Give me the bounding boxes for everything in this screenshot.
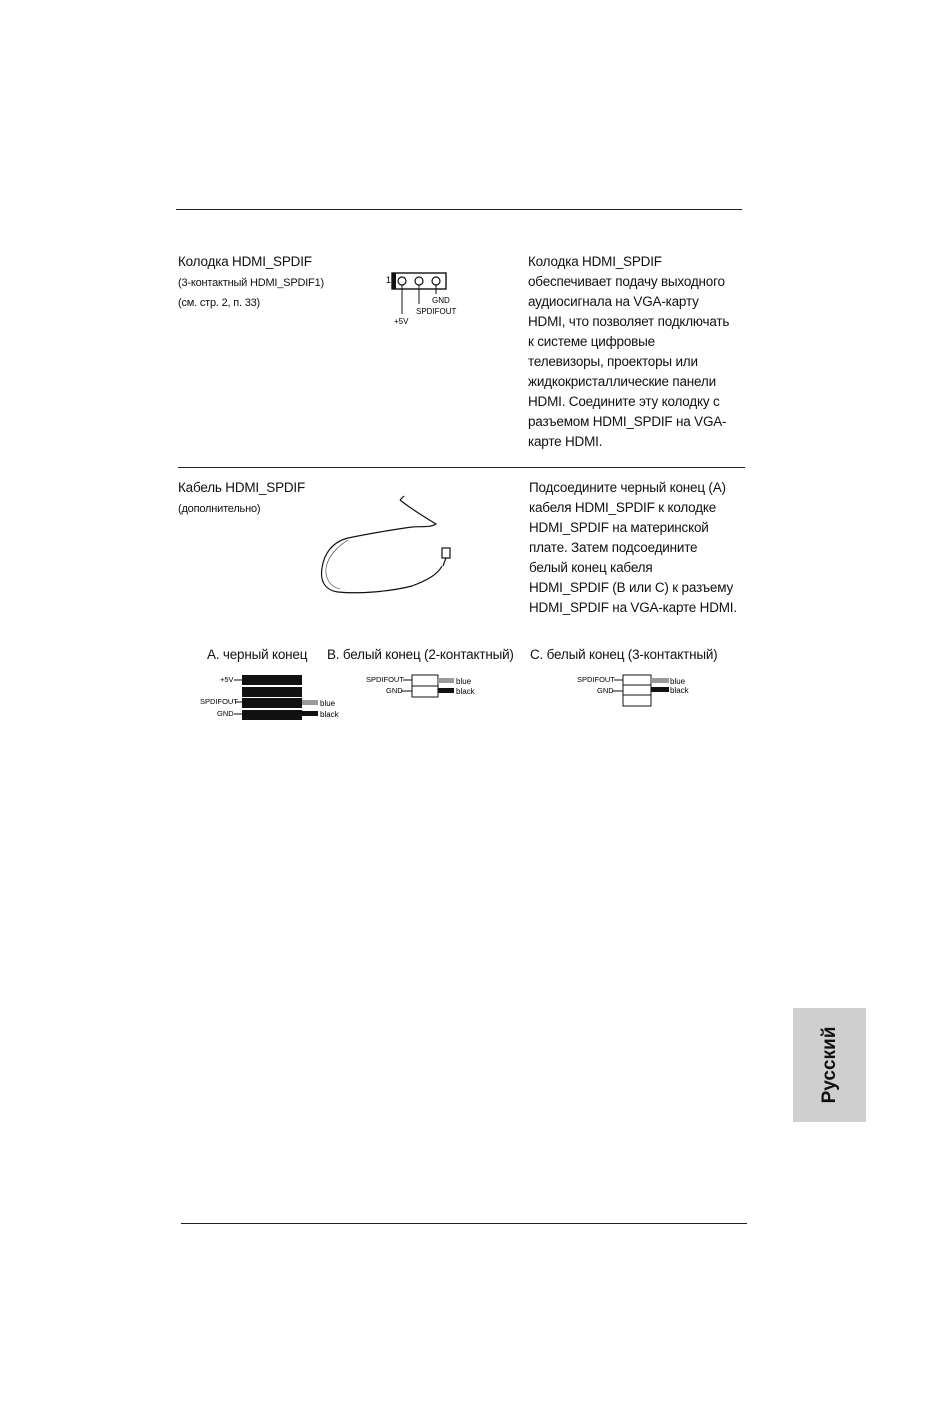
plus5v-label: +5V (394, 317, 409, 326)
connector-lead (443, 558, 446, 566)
section1-subtitle: (3-контактный HDMI_SPDIF1) (178, 277, 324, 289)
section2-subtitle: (дополнительно) (178, 503, 261, 515)
desc-line: HDMI_SPDIF (B или C) к разъему (529, 580, 734, 595)
pin1-marker (392, 273, 396, 289)
end-b-connector-diagram (366, 674, 486, 698)
desc-line: кабеля HDMI_SPDIF к колодке (529, 500, 717, 515)
cable-wire (322, 500, 442, 593)
pin1-label: 1 (386, 275, 392, 285)
desc-line: к системе цифровые (528, 334, 655, 349)
end-b-wire-black: black (456, 687, 475, 696)
desc-line: HDMI, что позволяет подключать (528, 314, 730, 329)
end-b-label: B. белый конец (2-контактный) (327, 647, 514, 662)
cable-wire-inner (326, 540, 348, 589)
end-b-black-wire (438, 688, 454, 693)
end-a-block-1 (242, 675, 302, 685)
end-a-pin-5v: +5V (220, 675, 234, 684)
end-c-pin-spdifout: SPDIFOUT (577, 675, 615, 684)
end-a-wire-blue: blue (320, 699, 336, 708)
top-rule (176, 209, 742, 210)
end-c-connector-diagram (577, 674, 697, 708)
desc-line: Колодка HDMI_SPDIF (528, 254, 662, 269)
desc-line: HDMI_SPDIF на материнской (529, 520, 709, 535)
language-side-tab (793, 1008, 866, 1122)
desc-line: HDMI. Соедините эту колодку с (528, 394, 720, 409)
end-c-label: C. белый конец (3-контактный) (530, 647, 718, 662)
desc-line: плате. Затем подсоедините (529, 540, 698, 555)
end-c-wire-black: black (670, 686, 689, 695)
desc-line: обеспечивает подачу выходного (528, 274, 725, 289)
end-c-housing (623, 675, 651, 706)
end-a-pin-gnd: GND (217, 709, 234, 718)
end-a-connector-diagram (196, 672, 346, 724)
end-c-wire-blue: blue (670, 677, 686, 686)
section2-title: Кабель HDMI_SPDIF (178, 480, 306, 495)
end-a-block-2 (242, 687, 302, 697)
section1-description (528, 252, 748, 452)
desc-line: телевизоры, проекторы или (528, 354, 698, 369)
end-a-label: A. черный конец (207, 647, 308, 662)
end-b-wire-blue: blue (456, 677, 472, 686)
section1-ref: (см. стр. 2, п. 33) (178, 297, 261, 309)
end-a-block-4 (242, 710, 302, 720)
end-a-pin-spdifout: SPDIFOUT (200, 697, 238, 706)
hdmi-spdif-header-diagram (384, 268, 464, 330)
bottom-rule (181, 1223, 747, 1224)
desc-line: карте HDMI. (528, 434, 603, 449)
spdif-cable-illustration (316, 494, 466, 604)
desc-line: HDMI_SPDIF на VGA-карте HDMI. (529, 600, 737, 615)
section1-title: Колодка HDMI_SPDIF (178, 254, 312, 269)
desc-line: аудиосигнала на VGA-карту (528, 294, 699, 309)
end-a-black-wire (302, 711, 318, 716)
end-b-pin-spdifout: SPDIFOUT (366, 675, 404, 684)
desc-line: Подсоедините черный конец (A) (529, 480, 726, 495)
section2-description (529, 478, 751, 618)
end-c-blue-wire (651, 678, 669, 683)
end-b-blue-wire (438, 678, 454, 683)
cable-end-top (400, 496, 404, 500)
cable-connector (442, 548, 450, 558)
end-c-pin-gnd: GND (597, 686, 614, 695)
spdifout-label: SPDIFOUT (416, 307, 457, 316)
desc-line: белый конец кабеля (529, 560, 653, 575)
end-a-block-3 (242, 698, 302, 708)
desc-line: жидкокристаллические панели (528, 374, 716, 389)
language-tab-label: Русский (818, 1026, 840, 1104)
end-c-black-wire (651, 687, 669, 692)
gnd-label: GND (432, 296, 450, 305)
end-b-pin-gnd: GND (386, 686, 403, 695)
section-divider (178, 467, 745, 468)
desc-line: разъемом HDMI_SPDIF на VGA- (528, 414, 727, 429)
end-a-wire-black: black (320, 710, 339, 719)
end-a-blue-wire (302, 700, 318, 705)
